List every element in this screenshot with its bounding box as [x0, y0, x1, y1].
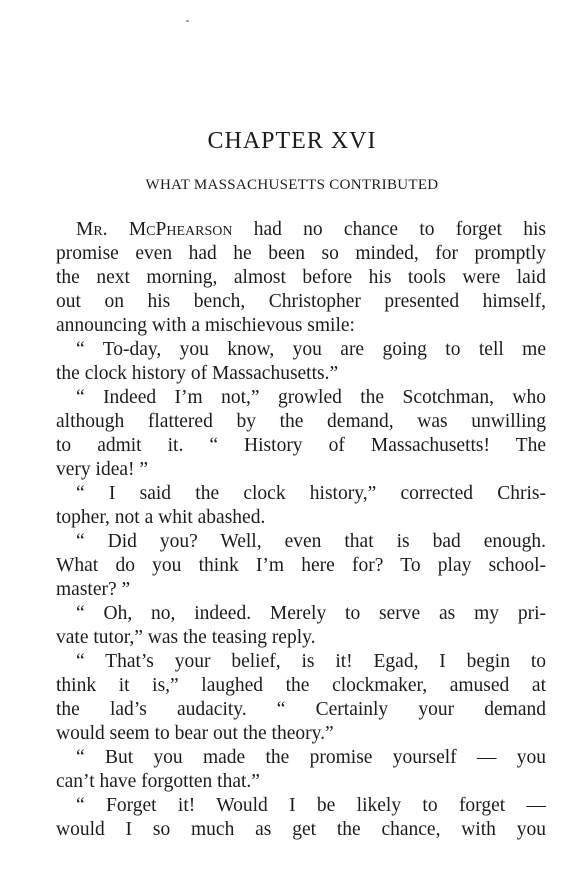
- text-line: out on his bench, Christopher presented himself,: [56, 291, 546, 312]
- text-line: promise even had he been so minded, for promptly: [56, 243, 546, 264]
- text-line: topher, not a whit abashed.: [56, 507, 266, 528]
- text-line: would I so much as get the chance, with you: [56, 819, 546, 840]
- body-text: [56, 218, 546, 842]
- chapter-subtitle: WHAT MASSACHUSETTS CONTRIBUTED: [145, 177, 439, 193]
- text-line: “ That’s your belief, is it! Egad, I begin to: [76, 651, 546, 672]
- text-line: “ To-day, you know, you are going to tell me: [76, 339, 546, 360]
- text-line: although flattered by the demand, was unwilling: [56, 411, 546, 432]
- text-line: “ I said the clock history,” corrected Chris-: [76, 483, 546, 504]
- text-line: the clock history of Massachusetts.”: [56, 363, 339, 384]
- text-line: the lad’s audacity. “ Certainly your demand: [56, 699, 546, 720]
- text-line: “ Indeed I’m not,” growled the Scotchman, who: [76, 387, 546, 408]
- text-line: “ But you made the promise yourself — you: [76, 747, 546, 768]
- text-line: vate tutor,” was the teasing reply.: [56, 627, 316, 648]
- page-speck: [186, 20, 189, 22]
- text-line: master? ”: [56, 579, 131, 600]
- text-line: What do you think I’m here for? To play school-: [56, 555, 546, 576]
- opening-names: Mr. McPhearson: [76, 219, 233, 240]
- text-line: to admit it. “ History of Massachusetts! The: [56, 435, 546, 456]
- text-line: announcing with a mischievous smile:: [56, 315, 355, 336]
- text-line: would seem to bear out the theory.”: [56, 723, 334, 744]
- text-line: think it is,” laughed the clockmaker, amused at: [56, 675, 546, 696]
- text-line: “ Oh, no, indeed. Merely to serve as my pri-: [76, 603, 546, 624]
- text-line: “ Forget it! Would I be likely to forget —: [76, 795, 546, 816]
- text-line: “ Did you? Well, even that is bad enough.: [76, 531, 546, 552]
- chapter-title: CHAPTER XVI: [207, 128, 377, 154]
- text-line: can’t have forgotten that.”: [56, 771, 260, 792]
- text-line: very idea! ”: [56, 459, 149, 480]
- text-line: [56, 218, 546, 242]
- text-line-content: had no chance to forget his: [232, 219, 546, 240]
- text-line: the next morning, almost before his tools were laid: [56, 267, 546, 288]
